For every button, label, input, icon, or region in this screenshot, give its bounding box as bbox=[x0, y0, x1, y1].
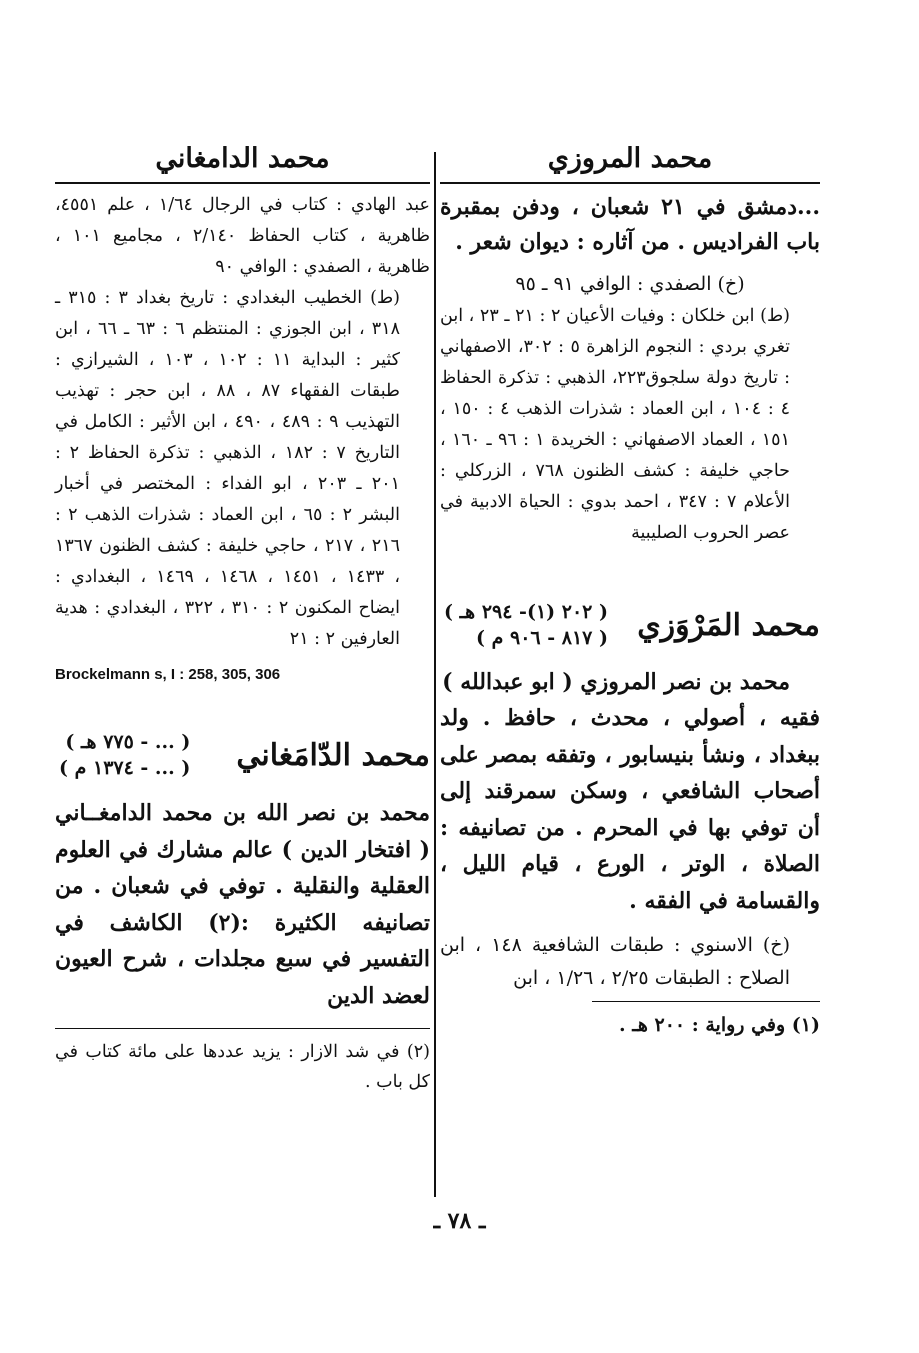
entry-heading bbox=[55, 729, 430, 781]
dates-hijri: ( ... - ٧٧٥ هـ ) bbox=[65, 731, 191, 753]
dates-block bbox=[55, 729, 194, 781]
column-divider bbox=[434, 152, 436, 1197]
reference-manuscripts: عبد الهادي : كتاب في الرجال ١/٦٤ ، علم ٤٥٥١، ظاهرية ، كتاب الحفاظ ٢/١٤٠ ، مجاميع ١٠١ ، ظاهرية ، الصفدي : الوافي ٩٠ bbox=[55, 195, 430, 277]
dates-hijri: ( ٢٠٢ (١)- ٢٩٤ هـ ) bbox=[444, 601, 608, 623]
entry-fullname: محمد بن نصر المروزي ( ابو عبدالله ) bbox=[442, 669, 790, 695]
entry-heading bbox=[440, 599, 820, 651]
right-column bbox=[440, 140, 820, 1040]
header-rule bbox=[55, 182, 430, 184]
entry-continuation: ...دمشق في ٢١ شعبان ، ودفن بمقبرة باب الفراديس . من آثاره : ديوان شعر . bbox=[440, 194, 820, 255]
footnote: (١) وفي رواية : ٢٠٠ هـ . bbox=[619, 1014, 820, 1036]
entry-name: محمد الدّامَغاني bbox=[236, 737, 430, 773]
dates-block bbox=[440, 599, 612, 651]
entry-dates bbox=[440, 599, 612, 651]
entry-body: محمد بن نصر الله بن محمد الدامغــاني ( افتخار الدين ) عالم مشارك في العلوم العقلية والنقلية . توفي في شعبان . من تصانيفه الكثيرة :(٢) الكاشف في التفسير في سبع مجلدات ، شرح العيون لعضد الدين bbox=[55, 800, 430, 1009]
entry-body: فقيه ، أصولي ، محدث ، حافظ . ولد ببغداد ، ونشأ بنيسابور ، وتفقه بمصر على أصحاب الشافعي ، وسكن سمرقند إلى أن توفي بها في المحرم . من تصانيفه : الصلاة ، الوتر ، الورع ، قيام الليل ، والقسامة في الفقه . bbox=[440, 705, 820, 914]
dates-gregorian: ( ٨١٧ - ٩٠٦ م ) bbox=[476, 627, 608, 649]
footnote-rule bbox=[592, 1001, 820, 1002]
entry-references: (خ) الاسنوي : طبقات الشافعية ١٤٨ ، ابن الصلاح : الطبقات ٢/٢٥ ، ١/٢٦ ، ابن bbox=[440, 934, 790, 989]
header-rule bbox=[440, 182, 820, 184]
entry-dates bbox=[55, 729, 194, 781]
dates-gregorian: ( ... - ١٣٧٤ م ) bbox=[59, 757, 191, 779]
reference-latin: Brockelmann s, I : 258, 305, 306 bbox=[55, 666, 281, 683]
reference-printed: (ط) الخطيب البغدادي : تاريخ بغداد ٣ : ٣١٥ ـ ٣١٨ ، ابن الجوزي : المنتظم ٦ : ٦٣ ـ ٦٦ ، ابن كثير : البداية ١١ : ١٠٢ ، ١٠٣ ، الشيرازي : طبقات الفقهاء ٨٧ ، ٨٨ ، ابن حجر : تهذيب التهذيب ٩ : ٤٨٩ ، ٤٩٠ ، ابن الأثير : الكامل في التاريخ ٧ : ١٨٢ ، الذهبي : تذكرة الحفاظ ٢ : ٢٠١ ـ ٢٠٣ ، ابو الفداء : المختصر في أخبار البشر ٢ : ٦٥ ، ابن العماد : شذرات الذهب ٢ : ٢١٦ ، ٢١٧ ، حاجي خليفة : كشف الظنون ١٣٦٧ ، ١٤٣٣ ، ١٤٥١ ، ١٤٦٨ ، ١٤٦٩ ، البغدادي : ايضاح المكنون ٢ : ٣١٠ ، ٣٢٢ ، البغدادي : هدية العارفين ٢ : ٢١ bbox=[55, 288, 401, 649]
entry-name: محمد المَرْوَزي bbox=[637, 607, 820, 643]
reference-printed: (ط) ابن خلكان : وفيات الأعيان ٢ : ٢١ ـ ٢٣ ، ابن تغري بردي : النجوم الزاهرة ٥ : ٣٠٢، الاصفهاني : تاريخ دولة سلجوق٢٢٣، الذهبي : تذكرة الحفاظ ٤ : ١٠٤ ، ابن العماد : شذرات الذهب ٤ : ١٥٠ ، ١٥١ ، العماد الاصفهاني : الخريدة ١ : ٩٦ ـ ١٦٠ ، حاجي خليفة : كشف الظنون ٧٦٨ ، الزركلي : الأعلام ٧ : ٣٤٧ ، احمد بدوي : الحياة الادبية في عصر الحروب الصليبية bbox=[440, 306, 791, 543]
footnote-rule bbox=[55, 1028, 430, 1029]
reference-primary: (خ) الصفدي : الوافي ٩١ ـ ٩٥ bbox=[515, 273, 745, 295]
running-header-right: محمد المروزي bbox=[547, 143, 713, 174]
footnote: (٢) في شد الازار : يزيد عددها على مائة كتاب في كل باب . bbox=[55, 1042, 430, 1092]
left-column bbox=[55, 140, 430, 1097]
page-number: ـ ٧٨ ـ bbox=[433, 1208, 486, 1234]
running-header-left: محمد الدامغاني bbox=[155, 143, 330, 174]
